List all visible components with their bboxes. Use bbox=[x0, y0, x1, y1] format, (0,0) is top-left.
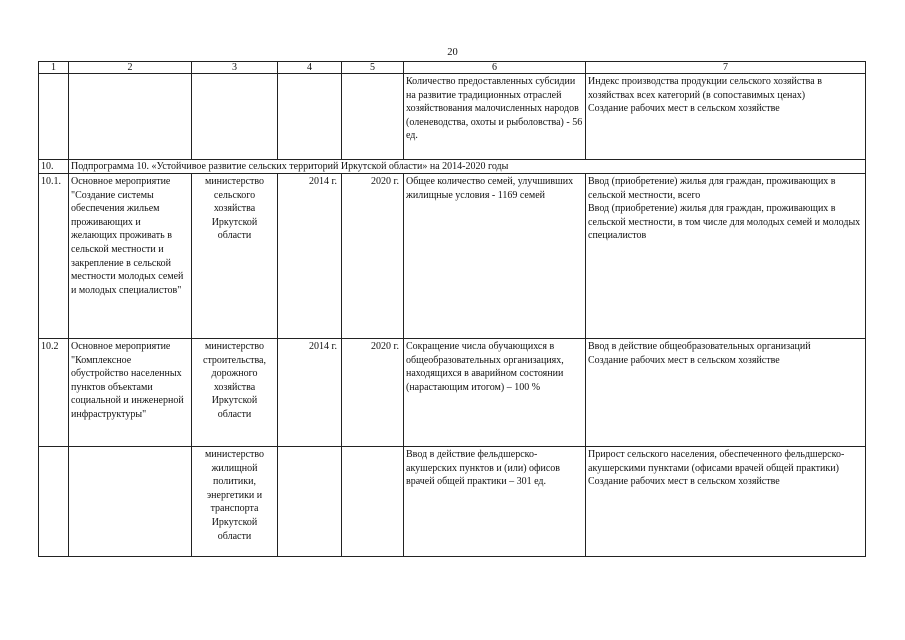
column-number: 7 bbox=[586, 62, 866, 74]
page-number: 20 bbox=[447, 47, 458, 58]
target-line: Создание рабочих мест в сельском хозяйстве bbox=[588, 476, 780, 488]
cell-indicator: Количество предоставленных субсидии на развитие традиционных отраслей хозяйствования малочисленных народов (оленеводства, охоты и рыболовства) - 56 ед. bbox=[404, 74, 586, 160]
cell-indicator: Ввод в действие фельдшерско-акушерских пунктов и (или) офисов врачей общей практики – 301 ед. bbox=[404, 447, 586, 557]
column-number: 3 bbox=[192, 62, 278, 74]
cell-number: 10.1. bbox=[39, 174, 69, 339]
cell-executor: министерство строительства, дорожного хозяйства Иркутской области bbox=[192, 339, 278, 447]
cell-end: 2020 г. bbox=[342, 339, 404, 447]
table-row bbox=[39, 174, 866, 339]
target-line: Ввод (приобретение) жилья для граждан, проживающих в сельской местности, в том числе для молодых семей и молодых специалистов bbox=[588, 203, 861, 242]
cell-end: 2020 г. bbox=[342, 174, 404, 339]
subprogram-number: 10. bbox=[39, 160, 69, 174]
cell-end bbox=[342, 74, 404, 160]
cell-name bbox=[69, 74, 192, 160]
cell-name bbox=[69, 447, 192, 557]
cell-start bbox=[278, 447, 342, 557]
cell-number: 10.2 bbox=[39, 339, 69, 447]
cell-start: 2014 г. bbox=[278, 339, 342, 447]
target-line: Индекс производства продукции сельского хозяйства в хозяйствах всех категорий (в сопоставимых ценах) bbox=[588, 76, 822, 101]
target-line: Создание рабочих мест в сельском хозяйстве bbox=[588, 354, 780, 366]
cell-end bbox=[342, 447, 404, 557]
column-number: 6 bbox=[404, 62, 586, 74]
cell-start bbox=[278, 74, 342, 160]
cell-target bbox=[586, 74, 866, 160]
target-line: Ввод в действие общеобразовательных организаций bbox=[588, 341, 811, 352]
column-number: 4 bbox=[278, 62, 342, 74]
target-line: Прирост сельского населения, обеспеченного фельдшерско-акушерскими пунктами (офисами врачей общей практики) bbox=[588, 449, 845, 474]
column-number: 2 bbox=[69, 62, 192, 74]
cell-start: 2014 г. bbox=[278, 174, 342, 339]
column-number-row bbox=[39, 62, 866, 74]
cell-target bbox=[586, 447, 866, 557]
cell-number bbox=[39, 447, 69, 557]
column-number: 5 bbox=[342, 62, 404, 74]
cell-indicator: Общее количество семей, улучшивших жилищные условия - 1169 семей bbox=[404, 174, 586, 339]
cell-indicator: Сокращение числа обучающихся в общеобразовательных организациях, находящихся в аварийном состоянии (нарастающим итогом) – 100 % bbox=[404, 339, 586, 447]
table-row bbox=[39, 447, 866, 557]
cell-target bbox=[586, 339, 866, 447]
column-number: 1 bbox=[39, 62, 69, 74]
target-line: Ввод (приобретение) жилья для граждан, проживающих в сельской местности, всего bbox=[588, 176, 836, 201]
cell-name: Основное мероприятие "Комплексное обустройство населенных пунктов объектами социальной и инженерной инфраструктуры" bbox=[69, 339, 192, 447]
cell-number bbox=[39, 74, 69, 160]
cell-executor bbox=[192, 74, 278, 160]
subprogram-row bbox=[39, 160, 866, 174]
cell-target bbox=[586, 174, 866, 339]
cell-name: Основное мероприятие "Создание системы обеспечения жильем проживающих и желающих проживать в сельской местности и закрепление в сельской местности молодых семей и молодых специалистов" bbox=[69, 174, 192, 339]
cell-executor: министерство жилищной политики, энергетики и транспорта Иркутской области bbox=[192, 447, 278, 557]
program-table bbox=[38, 61, 866, 557]
subprogram-title: Подпрограмма 10. «Устойчивое развитие сельских территорий Иркутской области» на 2014-2020 годы bbox=[69, 160, 866, 174]
table-row bbox=[39, 339, 866, 447]
cell-executor: министерство сельского хозяйства Иркутской области bbox=[192, 174, 278, 339]
target-line: Создание рабочих мест в сельском хозяйстве bbox=[588, 103, 780, 115]
table-row bbox=[39, 74, 866, 160]
